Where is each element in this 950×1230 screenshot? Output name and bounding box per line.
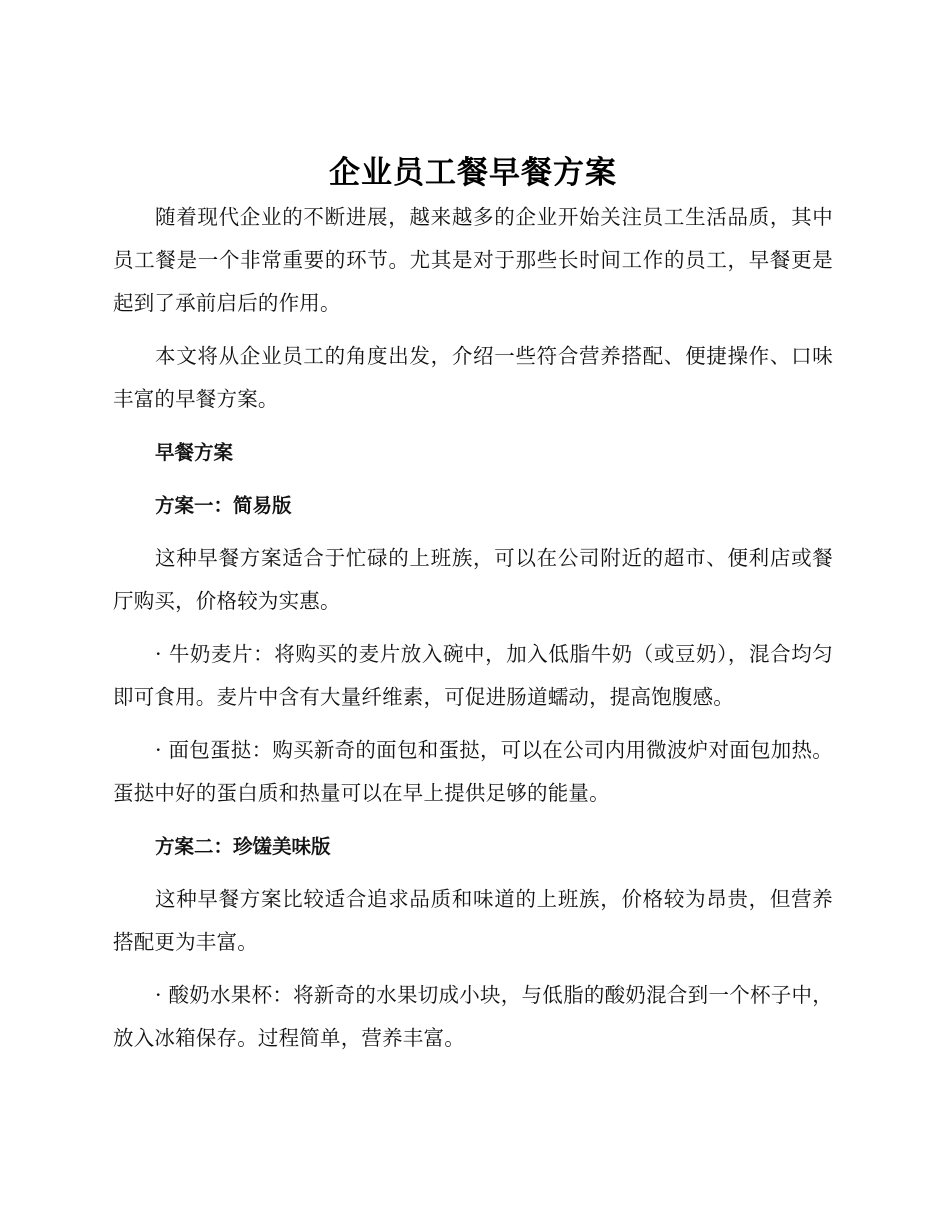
plan-1-item-2: · 面包蛋挞：购买新奇的面包和蛋挞，可以在公司内用微波炉对面包加热。蛋挞中好的蛋白质和热量可以在早上提供足够的能量。: [113, 738, 833, 805]
intro-paragraph-1: 随着现代企业的不断进展，越来越多的企业开始关注员工生活品质，其中员工餐是一个非常重要的环节。尤其是对于那些长时间工作的员工，早餐更是起到了承前启后的作用。: [113, 205, 833, 315]
plan-2-item-1: · 酸奶水果杯：将新奇的水果切成小块，与低脂的酸奶混合到一个杯子中，放入冰箱保存。过程简单，营养丰富。: [113, 983, 833, 1050]
plan-1-description: 这种早餐方案适合于忙碌的上班族，可以在公司附近的超市、便利店或餐厅购买，价格较为实惠。: [113, 546, 833, 613]
section-heading: 早餐方案: [155, 441, 234, 464]
intro-paragraph-2: 本文将从企业员工的角度出发，介绍一些符合营养搭配、便捷操作、口味丰富的早餐方案。: [113, 344, 833, 411]
plan-2-description: 这种早餐方案比较适合追求品质和味道的上班族，价格较为昂贵，但营养搭配更为丰富。: [113, 887, 833, 954]
document-title: 企业员工餐早餐方案: [329, 155, 617, 191]
document-page: [113, 150, 833, 1060]
plan-1-item-1: · 牛奶麦片：将购买的麦片放入碗中，加入低脂牛奶（或豆奶），混合均匀即可食用。麦片中含有大量纤维素，可促进肠道蠕动，提高饱腹感。: [113, 642, 833, 709]
plan-2-heading: 方案二：珍馐美味版: [155, 835, 331, 858]
plan-1-heading: 方案一：简易版: [155, 494, 292, 517]
